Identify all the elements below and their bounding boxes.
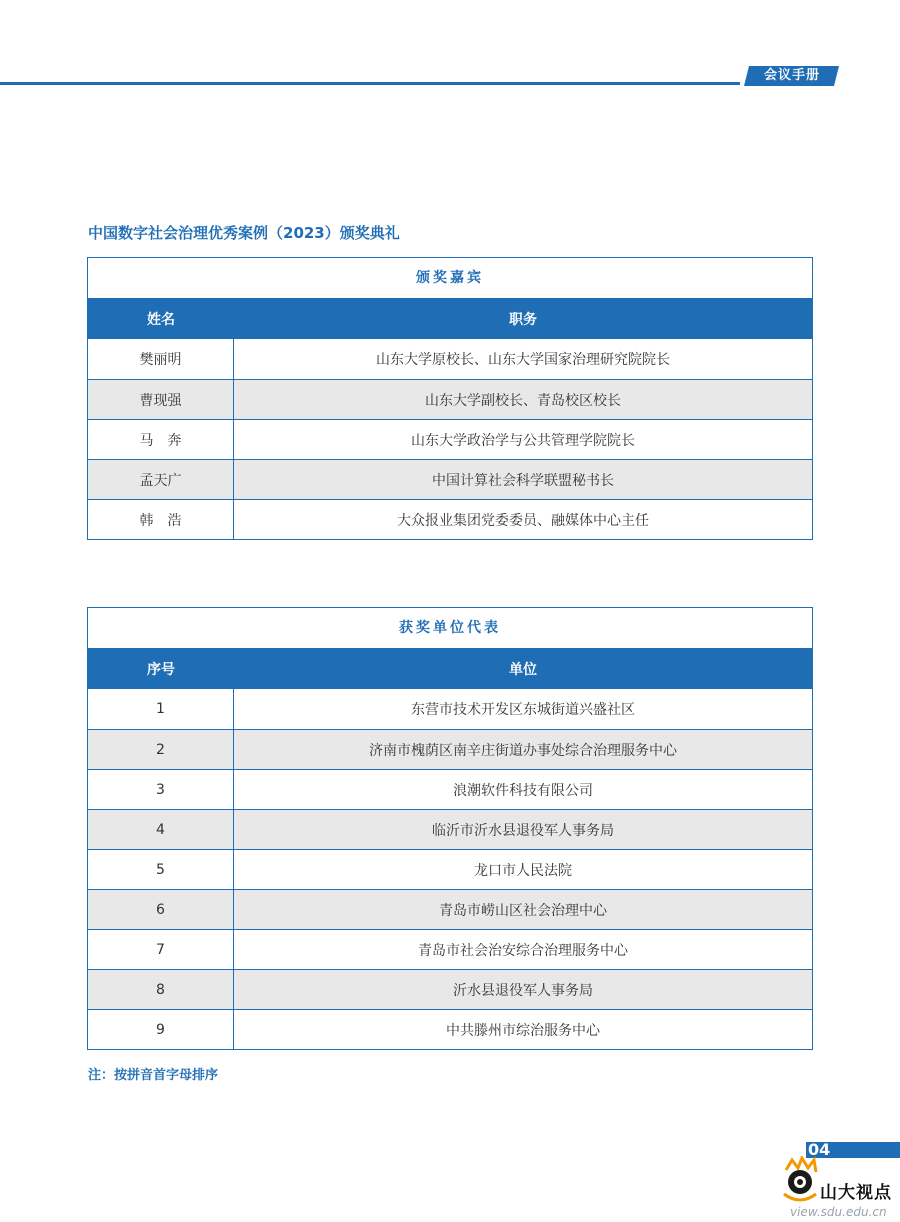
guests-table-caption: 颁奖嘉宾: [88, 258, 812, 298]
winners-table-header: [88, 648, 812, 689]
winner-unit: 浪潮软件科技有限公司: [453, 782, 593, 799]
page-number: 04: [808, 1140, 831, 1159]
winners-table-caption: 获奖单位代表: [88, 608, 812, 648]
table-row: [88, 499, 812, 539]
table-row: [88, 459, 812, 499]
table-row: [88, 769, 812, 809]
table-row: [88, 929, 812, 969]
section-title: 中国数字社会治理优秀案例（2023）颁奖典礼: [88, 224, 400, 242]
sorting-note: 注：按拼音首字母排序: [88, 1068, 219, 1083]
sdu-logo-icon: [780, 1156, 820, 1206]
header-tab-label: 会议手册: [763, 68, 820, 83]
header-divider-line: [0, 82, 740, 85]
winner-index: 1: [88, 689, 234, 729]
winner-index: 9: [88, 1010, 234, 1049]
header-unit: 单位: [509, 661, 537, 678]
winner-index: 4: [88, 810, 234, 849]
table-row: [88, 689, 812, 729]
table-row: [88, 1009, 812, 1049]
guests-table-header: [88, 298, 812, 339]
winner-unit: 东营市技术开发区东城街道兴盛社区: [411, 702, 635, 718]
winner-unit: 沂水县退役军人事务局: [453, 982, 593, 999]
watermark: view.sdu.edu.cn: [790, 1205, 887, 1219]
guest-position: 大众报业集团党委委员、融媒体中心主任: [397, 512, 649, 529]
header-name: 姓名: [147, 311, 175, 328]
winner-unit: 中共滕州市综治服务中心: [446, 1022, 600, 1039]
table-row: [88, 849, 812, 889]
header-index: 序号: [147, 661, 175, 678]
table-row: [88, 889, 812, 929]
guest-name: 曹现强: [88, 380, 234, 419]
winner-index: 5: [88, 850, 234, 889]
winner-unit: 临沂市沂水县退役军人事务局: [432, 822, 614, 839]
table-row: [88, 339, 812, 379]
winner-unit: 龙口市人民法院: [474, 862, 572, 879]
winner-unit: 青岛市社会治安综合治理服务中心: [418, 942, 628, 959]
winner-index: 2: [88, 730, 234, 769]
guest-name: 孟天广: [88, 460, 234, 499]
table-row: [88, 809, 812, 849]
guest-name: 韩 浩: [88, 500, 234, 539]
winner-index: 8: [88, 970, 234, 1009]
table-row: [88, 969, 812, 1009]
winner-index: 6: [88, 890, 234, 929]
guest-name: 马 奔: [88, 420, 234, 459]
table-row: [88, 419, 812, 459]
logo-text: 山大视点: [820, 1183, 892, 1203]
winner-unit: 青岛市崂山区社会治理中心: [439, 902, 607, 919]
winner-index: 7: [88, 930, 234, 969]
guest-name: 樊丽明: [88, 339, 234, 379]
winner-index: 3: [88, 770, 234, 809]
winners-table: [87, 607, 813, 1050]
guest-position: 山东大学政治学与公共管理学院院长: [411, 432, 635, 449]
table-row: [88, 379, 812, 419]
guest-position: 中国计算社会科学联盟秘书长: [432, 472, 614, 489]
guest-position: 山东大学副校长、青岛校区校长: [425, 392, 621, 409]
header-position: 职务: [509, 311, 537, 328]
winner-unit: 济南市槐荫区南辛庄街道办事处综合治理服务中心: [369, 742, 677, 759]
guests-table: [87, 257, 813, 540]
table-row: [88, 729, 812, 769]
guest-position: 山东大学原校长、山东大学国家治理研究院院长: [376, 352, 670, 368]
